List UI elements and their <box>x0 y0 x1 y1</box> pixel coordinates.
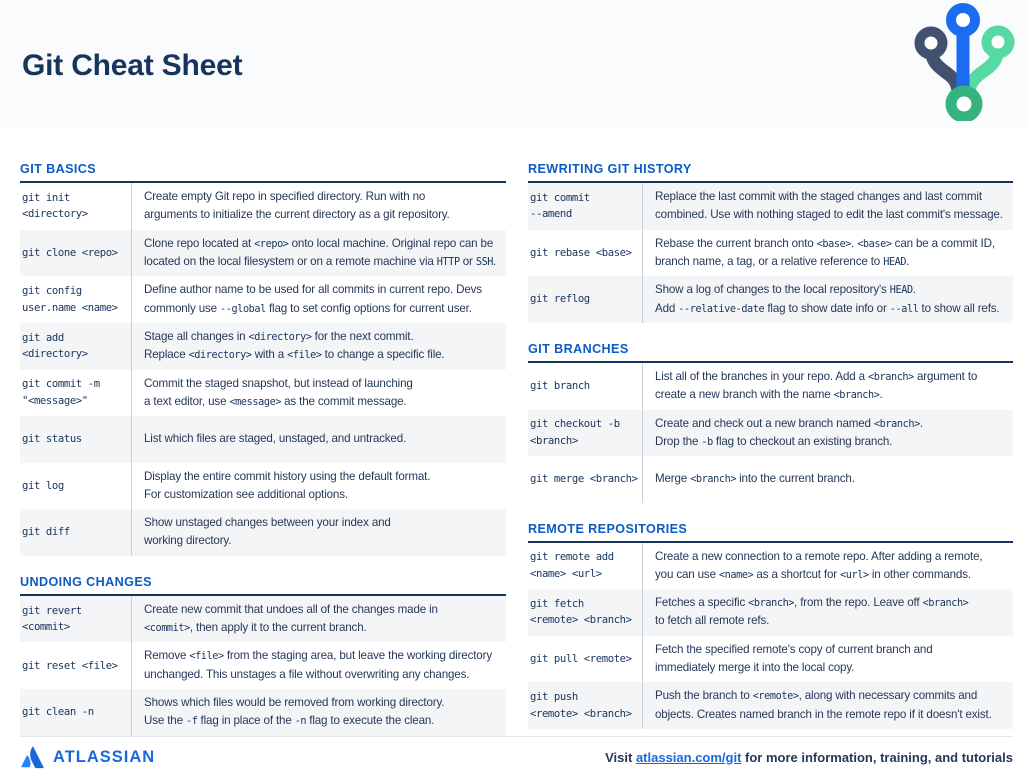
text-line: <commit> <box>22 621 70 634</box>
header <box>0 0 1027 128</box>
section-git-branches <box>528 342 1013 503</box>
text-line: Clone repo located at <repo> onto local machine. Original repo can be <box>144 236 494 250</box>
table-row <box>528 636 1013 683</box>
text-line: arguments to initialize the current directory as a git repository. <box>144 208 450 222</box>
description-text <box>655 548 982 585</box>
description-text <box>655 281 1000 318</box>
footer <box>20 736 1013 775</box>
description-cell <box>131 370 506 417</box>
command-cell <box>528 230 642 277</box>
description-cell <box>131 183 506 230</box>
command-cell <box>528 456 642 502</box>
text-line: git rebase <base> <box>530 246 632 259</box>
text-line: git diff <box>22 526 70 539</box>
text-line: Create a new connection to a remote repo. After adding a remote, <box>655 549 983 563</box>
inline-code: -n <box>294 716 307 728</box>
text-line: git push <box>530 691 578 704</box>
atlassian-logo <box>20 745 155 770</box>
section-table <box>528 181 1013 323</box>
text-line: git status <box>22 433 82 446</box>
command-cell <box>20 183 131 230</box>
command-text <box>530 245 632 261</box>
command-cell <box>528 682 642 729</box>
git-branch-icon <box>897 1 1017 121</box>
section-rewriting-git-history <box>528 162 1013 323</box>
command-cell <box>528 410 642 457</box>
description-cell <box>642 276 1013 323</box>
command-cell <box>528 636 642 683</box>
description-cell <box>131 323 506 370</box>
inline-code: <base> <box>857 238 892 250</box>
command-cell <box>20 370 131 417</box>
description-text <box>144 235 496 272</box>
table-row <box>20 276 506 323</box>
command-text <box>22 245 118 261</box>
description-cell <box>131 463 506 510</box>
section-title: REMOTE REPOSITORIES <box>528 521 688 536</box>
command-text <box>22 704 94 720</box>
text-line: Create empty Git repo in specified directory. Run with no <box>144 190 426 203</box>
inline-code: <branch> <box>922 598 969 610</box>
description-cell <box>642 636 1013 683</box>
text-line: to fetch all remote refs. <box>655 614 770 628</box>
description-cell <box>642 456 1013 502</box>
text-line: branch name, a tag, or a relative reference to HEAD. <box>655 254 910 268</box>
table-row <box>528 230 1013 277</box>
text-line: Create new commit that undoes all of the changes made in <box>144 602 438 616</box>
description-cell <box>642 410 1013 457</box>
text-line: <remote> <branch> <box>530 614 632 627</box>
table-row <box>20 509 506 556</box>
text-line: you can use <name> as a shortcut for <url> in other commands. <box>655 567 971 581</box>
inline-code: HEAD <box>883 256 907 268</box>
command-cell <box>20 416 131 462</box>
text-line: git add <box>22 331 64 344</box>
text-line: <name> <url> <box>530 567 602 580</box>
command-cell <box>528 276 642 323</box>
text-line: git config <box>22 285 82 298</box>
table-row <box>528 682 1013 729</box>
table-row <box>528 183 1013 230</box>
text-line: For customization see additional options. <box>144 487 348 501</box>
table-row <box>20 323 506 370</box>
text-line: <directory> <box>22 208 88 221</box>
command-cell <box>20 323 131 370</box>
description-cell <box>131 230 506 277</box>
inline-code: <name> <box>718 569 754 581</box>
command-cell <box>20 230 131 277</box>
text-line: Remove <file> from the staging area, but leave the working directory <box>144 649 492 663</box>
command-text <box>530 291 590 307</box>
text-line: git pull <remote> <box>530 652 632 665</box>
description-cell <box>642 589 1013 636</box>
atlassian-mark-icon <box>20 745 46 770</box>
table-row <box>528 410 1013 457</box>
page-title: Git Cheat Sheet <box>22 49 243 82</box>
inline-code: <directory> <box>188 350 252 362</box>
description-cell <box>131 596 506 643</box>
table-row <box>528 589 1013 636</box>
description-cell <box>642 682 1013 729</box>
footer-note-prefix: Visit <box>605 749 636 765</box>
command-text <box>530 549 614 582</box>
description-cell <box>131 416 506 462</box>
text-line: git reflog <box>530 293 590 306</box>
content <box>0 128 1027 736</box>
command-text <box>530 416 620 449</box>
command-text <box>530 190 590 223</box>
table-row <box>20 596 506 643</box>
text-line: Display the entire commit history using the default format. <box>144 469 431 483</box>
text-line: Stage all changes in <directory> for the next commit. <box>144 329 414 343</box>
description-cell <box>131 689 506 736</box>
section-table <box>20 594 506 736</box>
atlassian-wordmark: ATLASSIAN <box>53 747 156 766</box>
text-line: git commit -m <box>22 378 100 391</box>
text-line: git merge <branch> <box>530 473 638 486</box>
inline-code: <commit> <box>144 623 190 635</box>
table-row <box>20 642 506 689</box>
text-line: --amend <box>530 208 572 221</box>
column-left <box>20 162 506 736</box>
text-line: Shows which files would be removed from working directory. <box>144 696 445 710</box>
command-text <box>530 471 638 487</box>
command-text <box>22 376 100 409</box>
text-line: git commit <box>530 191 590 204</box>
text-line: immediately merge it into the local copy. <box>655 661 855 675</box>
command-cell <box>20 276 131 323</box>
text-line: Show unstaged changes between your index and <box>144 516 391 530</box>
description-text <box>144 188 450 225</box>
description-text <box>655 368 977 405</box>
text-line: working directory. <box>144 534 232 548</box>
section-undoing-changes <box>20 575 506 736</box>
section-remote-repositories <box>528 522 1013 730</box>
inline-code: <branch> <box>690 474 737 486</box>
inline-code: SSH <box>475 256 494 268</box>
text-line: List all of the branches in your repo. Add a <branch> argument to <box>655 369 978 383</box>
description-text <box>655 235 995 272</box>
command-text <box>22 603 82 636</box>
text-line: <commit>, then apply it to the current branch. <box>144 621 367 635</box>
command-text <box>22 283 118 316</box>
text-line: Push the branch to <remote>, along with necessary commits and <box>655 689 978 703</box>
description-cell <box>131 642 506 689</box>
text-line: List which files are staged, unstaged, and untracked. <box>144 432 407 446</box>
description-text <box>144 514 391 551</box>
section-git-basics <box>20 162 506 556</box>
description-text <box>144 468 430 505</box>
text-line: a text editor, use <message> as the commit message. <box>144 394 407 408</box>
command-text <box>530 596 632 629</box>
table-row <box>528 456 1013 502</box>
text-line: <directory> <box>22 348 88 361</box>
section-table <box>528 361 1013 503</box>
table-row <box>20 183 506 230</box>
text-line: git branch <box>530 379 590 392</box>
section-title: GIT BASICS <box>20 162 97 176</box>
command-text <box>22 524 70 540</box>
column-right <box>528 162 1013 736</box>
text-line: Fetches a specific <branch>, from the repo. Leave off <branch> <box>655 596 969 610</box>
description-text <box>655 470 855 488</box>
text-line: git log <box>22 479 64 492</box>
table-row <box>20 370 506 417</box>
inline-code: <file> <box>287 350 322 362</box>
description-cell <box>131 276 506 323</box>
command-text <box>22 330 88 363</box>
description-cell <box>642 183 1013 230</box>
text-line: create a new branch with the name <branch>. <box>655 388 883 402</box>
section-table <box>20 181 506 556</box>
command-cell <box>528 589 642 636</box>
description-text <box>655 594 968 631</box>
text-line: objects. Creates named branch in the remote repo if it doesn't exist. <box>655 707 992 721</box>
description-text <box>655 188 1003 225</box>
inline-code: --global <box>220 303 266 315</box>
description-text <box>655 641 933 678</box>
description-text <box>144 647 492 684</box>
command-text <box>530 689 632 722</box>
section-title: REWRITING GIT HISTORY <box>528 162 692 176</box>
inline-code: <file> <box>189 651 224 663</box>
table-row <box>20 230 506 277</box>
text-line: Rebase the current branch onto <base>. <base> can be a commit ID, <box>655 236 995 250</box>
command-text <box>530 378 590 394</box>
inline-code: <repo> <box>254 238 289 250</box>
command-cell <box>20 509 131 556</box>
description-text <box>144 281 482 318</box>
inline-code: <message> <box>229 396 282 408</box>
footer-note <box>605 750 1013 765</box>
description-text <box>144 375 413 412</box>
description-cell <box>642 230 1013 277</box>
table-row <box>528 543 1013 590</box>
command-cell <box>20 463 131 510</box>
inline-code: <base> <box>816 238 852 250</box>
inline-code: <url> <box>840 569 869 581</box>
atlassian-git-link[interactable]: atlassian.com/git <box>635 749 742 765</box>
command-cell <box>528 363 642 410</box>
table-row <box>528 276 1013 323</box>
command-cell <box>528 543 642 590</box>
inline-code: HTTP <box>436 256 460 268</box>
section-title: GIT BRANCHES <box>528 341 629 356</box>
command-cell <box>20 642 131 689</box>
command-text <box>22 190 88 223</box>
text-line: combined. Use with nothing staged to edit the last commit's message. <box>655 208 1003 222</box>
footer-note-suffix: for more information, training, and tutorials <box>741 749 1013 765</box>
section-title: UNDOING CHANGES <box>20 574 152 589</box>
inline-code: --relative-date <box>678 303 765 315</box>
section-table <box>528 541 1013 730</box>
command-cell <box>528 183 642 230</box>
description-cell <box>642 543 1013 590</box>
text-line: Commit the staged snapshot, but instead of launching <box>144 376 413 390</box>
inline-code: <remote> <box>752 691 799 703</box>
description-cell <box>642 363 1013 410</box>
text-line: Create and check out a new branch named <branch>. <box>655 416 923 430</box>
table-row <box>20 463 506 510</box>
inline-code: --all <box>889 303 919 315</box>
inline-code: HEAD <box>889 285 913 297</box>
description-text <box>144 601 438 638</box>
text-line: git clone <repo> <box>22 246 118 259</box>
text-line: Replace <directory> with a <file> to change a specific file. <box>144 348 445 362</box>
table-row <box>20 416 506 462</box>
text-line: Replace the last commit with the staged changes and last commit <box>655 190 982 203</box>
command-cell <box>20 596 131 643</box>
description-text <box>144 328 445 365</box>
text-line: commonly use --global flag to set config options for current user. <box>144 301 472 315</box>
inline-code: <branch> <box>873 418 920 430</box>
command-text <box>22 658 118 674</box>
text-line: git init <box>22 191 70 204</box>
description-text <box>144 430 406 448</box>
text-line: Show a log of changes to the local repository's HEAD. <box>655 283 916 297</box>
table-row <box>528 363 1013 410</box>
text-line: Use the -f flag in place of the -n flag to execute the clean. <box>144 714 435 728</box>
text-line: Define author name to be used for all commits in current repo. Devs <box>144 283 482 297</box>
text-line: git remote add <box>530 551 614 564</box>
text-line: git reset <file> <box>22 659 118 672</box>
description-text <box>655 415 923 452</box>
text-line: unchanged. This unstages a file without overwriting any changes. <box>144 667 470 681</box>
inline-code: <branch> <box>868 371 914 383</box>
command-text <box>530 651 632 667</box>
text-line: located on the local filesystem or on a remote machine via HTTP or SSH. <box>144 254 497 268</box>
inline-code: <branch> <box>748 598 795 610</box>
command-text <box>22 431 82 447</box>
text-line: <remote> <branch> <box>530 707 632 720</box>
inline-code: -f <box>185 716 198 728</box>
text-line: Add --relative-date flag to show date info or --all to show all refs. <box>655 301 1000 315</box>
text-line: Merge <branch> into the current branch. <box>655 472 855 486</box>
text-line: git fetch <box>530 598 584 611</box>
inline-code: <directory> <box>248 331 312 343</box>
command-text <box>22 478 64 494</box>
description-text <box>655 687 992 724</box>
inline-code: -b <box>701 436 713 448</box>
text-line: Drop the -b flag to checkout an existing branch. <box>655 434 893 448</box>
text-line: <branch> <box>530 434 578 447</box>
text-line: git clean -n <box>22 706 94 719</box>
text-line: "<message>" <box>22 394 88 407</box>
table-row <box>20 689 506 736</box>
text-line: Fetch the specified remote's copy of current branch and <box>655 642 933 656</box>
text-line: user.name <name> <box>22 301 118 314</box>
command-cell <box>20 689 131 736</box>
text-line: git checkout -b <box>530 418 620 431</box>
description-text <box>144 694 444 731</box>
text-line: git revert <box>22 604 82 617</box>
inline-code: <branch> <box>833 390 880 402</box>
description-cell <box>131 509 506 556</box>
